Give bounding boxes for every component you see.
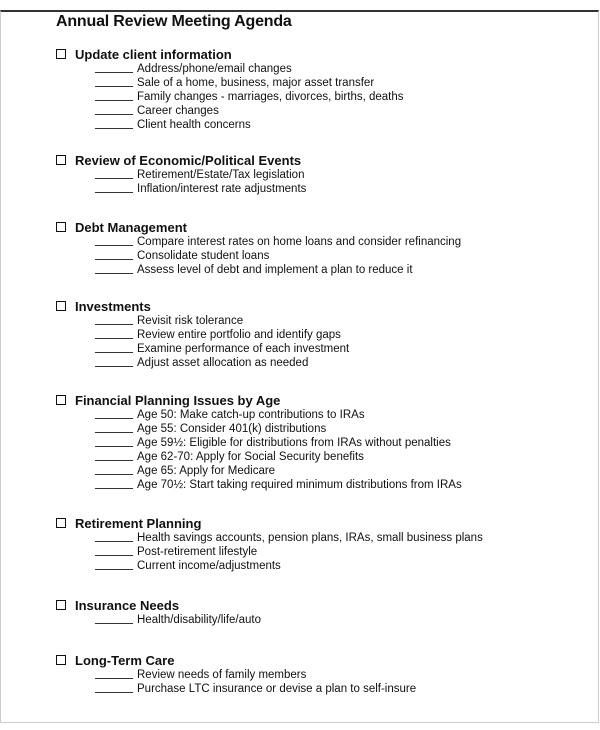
agenda-item-label: Revisit risk tolerance	[137, 315, 244, 327]
check-blank[interactable]	[95, 682, 133, 693]
agenda-item-label: Sale of a home, business, major asset transfer	[137, 77, 375, 89]
check-blank[interactable]	[95, 531, 133, 542]
check-blank[interactable]	[95, 408, 133, 419]
checkbox[interactable]	[56, 301, 66, 311]
page-title: Annual Review Meeting Agenda	[56, 13, 292, 30]
agenda-item-label: Health savings accounts, pension plans, IRAs, small business plans	[137, 532, 483, 544]
agenda-item-label: Age 55: Consider 401(k) distributions	[137, 423, 327, 435]
check-blank[interactable]	[95, 314, 133, 325]
agenda-item	[56, 613, 261, 627]
section-heading	[56, 219, 461, 235]
checkbox[interactable]	[56, 222, 66, 232]
agenda-section	[56, 219, 461, 277]
agenda-item	[56, 464, 462, 478]
section-heading-label: Review of Economic/Political Events	[75, 152, 302, 168]
section-heading-label: Retirement Planning	[75, 515, 202, 531]
agenda-item-label: Examine performance of each investment	[137, 343, 350, 355]
agenda-item	[56, 545, 483, 559]
agenda-item-label: Current income/adjustments	[137, 560, 281, 572]
agenda-item	[56, 682, 416, 696]
agenda-item-label: Address/phone/email changes	[137, 63, 292, 75]
checkbox[interactable]	[56, 600, 66, 610]
check-blank[interactable]	[95, 545, 133, 556]
agenda-item	[56, 62, 404, 76]
agenda-item	[56, 668, 416, 682]
section-heading	[56, 152, 306, 168]
check-blank[interactable]	[95, 62, 133, 73]
check-blank[interactable]	[95, 76, 133, 87]
check-blank[interactable]	[95, 613, 133, 624]
agenda-section	[56, 152, 306, 196]
check-blank[interactable]	[95, 328, 133, 339]
agenda-item-label: Career changes	[137, 105, 219, 117]
section-heading-label: Long-Term Care	[75, 652, 175, 668]
agenda-section	[56, 46, 404, 132]
agenda-item	[56, 342, 349, 356]
agenda-section	[56, 392, 462, 492]
agenda-item-label: Client health concerns	[137, 119, 251, 131]
check-blank[interactable]	[95, 90, 133, 101]
checkbox[interactable]	[56, 395, 66, 405]
check-blank[interactable]	[95, 422, 133, 433]
check-blank[interactable]	[95, 559, 133, 570]
check-blank[interactable]	[95, 249, 133, 260]
agenda-item	[56, 408, 462, 422]
agenda-item-label: Adjust asset allocation as needed	[137, 357, 309, 369]
checkbox[interactable]	[56, 49, 66, 59]
check-blank[interactable]	[95, 168, 133, 179]
agenda-item	[56, 249, 461, 263]
section-heading-label: Debt Management	[75, 219, 187, 235]
checkbox[interactable]	[56, 155, 66, 165]
check-blank[interactable]	[95, 668, 133, 679]
checkbox[interactable]	[56, 518, 66, 528]
agenda-item	[56, 118, 404, 132]
agenda-item-label: Age 59½: Eligible for distributions from IRAs without penalties	[137, 437, 451, 449]
check-blank[interactable]	[95, 464, 133, 475]
agenda-item-label: Age 65: Apply for Medicare	[137, 465, 276, 477]
agenda-item-label: Compare interest rates on home loans and consider refinancing	[137, 236, 462, 248]
agenda-item-label: Consolidate student loans	[137, 250, 270, 262]
agenda-item-label: Review entire portfolio and identify gaps	[137, 329, 341, 341]
section-heading	[56, 652, 416, 668]
check-blank[interactable]	[95, 478, 133, 489]
agenda-item	[56, 263, 461, 277]
agenda-item	[56, 478, 462, 492]
check-blank[interactable]	[95, 450, 133, 461]
agenda-item	[56, 559, 483, 573]
agenda-item-label: Age 70½: Start taking required minimum distributions from IRAs	[137, 479, 462, 491]
section-heading-label: Update client information	[75, 46, 232, 62]
agenda-item-label: Retirement/Estate/Tax legislation	[137, 169, 305, 181]
agenda-item-label: Health/disability/life/auto	[137, 614, 262, 626]
agenda-section	[56, 652, 416, 696]
section-heading	[56, 46, 404, 62]
agenda-item	[56, 436, 462, 450]
agenda-section	[56, 515, 483, 573]
agenda-item	[56, 76, 404, 90]
agenda-item	[56, 356, 349, 370]
agenda-item	[56, 531, 483, 545]
agenda-item-label: Purchase LTC insurance or devise a plan to self-insure	[137, 683, 417, 695]
agenda-item-label: Assess level of debt and implement a plan to reduce it	[137, 264, 413, 276]
check-blank[interactable]	[95, 356, 133, 367]
agenda-item-label: Age 62-70: Apply for Social Security benefits	[137, 451, 364, 463]
agenda-item-label: Family changes - marriages, divorces, births, deaths	[137, 91, 404, 103]
agenda-item-label: Post-retirement lifestyle	[137, 546, 258, 558]
check-blank[interactable]	[95, 118, 133, 129]
agenda-item	[56, 235, 461, 249]
agenda-item-label: Age 50: Make catch-up contributions to IRAs	[137, 409, 365, 421]
checkbox[interactable]	[56, 655, 66, 665]
section-heading	[56, 515, 483, 531]
check-blank[interactable]	[95, 235, 133, 246]
check-blank[interactable]	[95, 436, 133, 447]
agenda-section	[56, 597, 261, 627]
agenda-item	[56, 104, 404, 118]
check-blank[interactable]	[95, 263, 133, 274]
section-heading-label: Insurance Needs	[75, 597, 180, 613]
section-heading	[56, 392, 462, 408]
agenda-item	[56, 90, 404, 104]
agenda-item-label: Inflation/interest rate adjustments	[137, 183, 307, 195]
agenda-item-label: Review needs of family members	[137, 669, 307, 681]
check-blank[interactable]	[95, 104, 133, 115]
agenda-item	[56, 168, 306, 182]
agenda-item	[56, 422, 462, 436]
check-blank[interactable]	[95, 342, 133, 353]
agenda-section	[56, 298, 349, 370]
section-heading-label: Financial Planning Issues by Age	[75, 392, 281, 408]
agenda-item	[56, 450, 462, 464]
agenda-item	[56, 182, 306, 196]
agenda-item	[56, 328, 349, 342]
check-blank[interactable]	[95, 182, 133, 193]
section-heading	[56, 597, 261, 613]
agenda-item	[56, 314, 349, 328]
section-heading	[56, 298, 349, 314]
section-heading-label: Investments	[75, 298, 151, 314]
